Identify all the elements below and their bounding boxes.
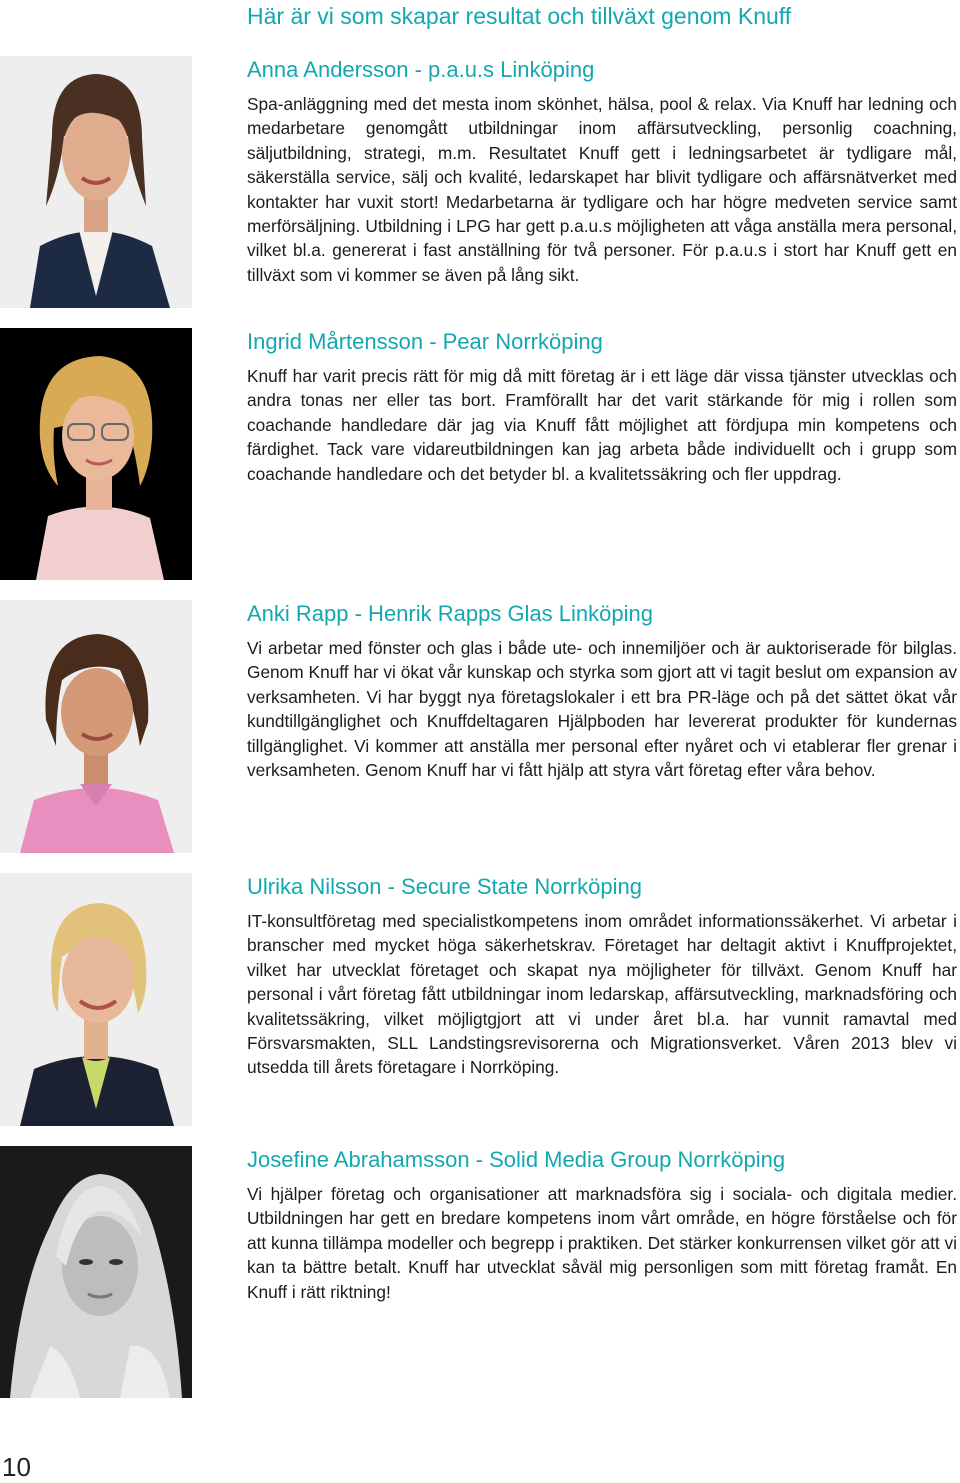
entry-heading: Josefine Abrahamsson - Solid Media Group Norrköping [247,1147,786,1172]
portrait-photo [0,600,192,853]
page-title: Här är vi som skapar resultat och tillväxt genom Knuff [247,3,792,29]
entry-heading: Anki Rapp - Henrik Rapps Glas Linköping [247,601,653,626]
entry-body: Spa-anläggning med det mesta inom skönhet, hälsa, pool & relax. Via Knuff har ledning och medarbetare genomgått utbildningar inom affärsutveckling, personlig coachning, säljutbildning, strategi, m.m. Resultatet Knuff gett i ledningsarbetet är tydligare mål, säkerställa service, sälj och kvalité, ledarskapet har blivit tydligare och affärsnätverket med kontakter har vuxit stort! Medarbetarna är tydligare och har högre medveten service samt merförsäljning. Utbildning i LPG har gett p.a.u.s möjligheten att våga anställa mera personal, vilket bl.a. genererat i fast anställning för två personer. För p.a.u.s i stort har Knuff gett en tillväxt som vi kommer se även på lång sikt. [247,94,957,285]
entry-body: Vi arbetar med fönster och glas i både ute- och innemiljöer och är auktoriserade för bilglas. Genom Knuff har vi ökat vår kunskap och styrka som gjort att vi tagit beslut om expansion av verksamheten. Vi har byggt nya företagslokaler i ett bra PR-läge och på det sättet ökat vår kundtillgänglighet och Knuffdeltagaren Hjälpboden har levererat produkter för kundernas tillgänglighet. Vi kommer att anställa mer personal efter nyåret och vi etablerar fler grenar i verksamheten. Genom Knuff har vi fått hjälp att styra vårt företag efter våra behov. [247,638,957,781]
page-number: 10 [2,1452,31,1482]
testimonial-entry [0,873,960,1129]
portrait-photo [0,1146,192,1398]
entry-body: IT-konsultföretag med specialistkompetens inom området informationssäkerhet. Vi arbetar i branscher med mycket höga säkerhetskrav. Företaget har deltagit aktivt i Knuffprojektet, vilket har utvecklat företaget och skapat nya möjligheter för tillväxt. Genom Knuff har personal i vårt företag fått utbildningar inom ledarskap, affärsutveckling, marknadsföring och kvalitetssäkring, vilket möjligtgjort att vi under året bl.a. har vunnit ramavtal med Försvarsmakten, SLL Landstingsrevisorerna och Migrationsverket. Våren 2013 blev vi utsedda till årets företagare i Norrköping. [247,911,957,1078]
portrait-josefine [0,1146,192,1398]
entry-body: Knuff har varit precis rätt för mig då mitt företag är i ett läge där vissa tjänster utvecklas och andra tonas ner eller tas bort. Framförallt har det varit stärkande för mig i rollen som coachande handledare där jag via Knuff fått möjlighet att fördjupa min kompetens och färdighet. Tack vare vidareutbildningen kan jag arbeta både individuellt och i grupp som coachande handledare och det betyder bl. a kvalitetssäkring och fler uppdrag. [247,366,957,484]
entry-heading: Ulrika Nilsson - Secure State Norrköping [247,874,642,899]
portrait-anki [0,600,192,853]
entry-body: Vi hjälper företag och organisationer att marknadsföra sig i sociala- och digitala medier. Utbildningen har gett en bredare kompetens inom vårt område, en högre förståelse och för att kunna tillämpa modeller och begrepp i praktiken. Det stärker konkurrensen vilket gör att vi kan ta bättre betalt. Knuff har utvecklat såväl mig personligen som mitt företag framåt. En Knuff i rätt riktning! [247,1184,957,1302]
portrait-anna [0,56,192,308]
portrait-ingrid [0,328,192,580]
portrait-ulrika [0,873,192,1126]
testimonial-entry [0,1146,960,1402]
entry-heading: Ingrid Mårtensson - Pear Norrköping [247,329,603,354]
portrait-photo [0,56,192,308]
portrait-photo [0,873,192,1126]
portrait-photo [0,328,192,580]
testimonial-entry [0,56,960,316]
testimonial-entry [0,600,960,856]
entry-heading: Anna Andersson - p.a.u.s Linköping [247,57,595,82]
testimonial-entry [0,328,960,584]
